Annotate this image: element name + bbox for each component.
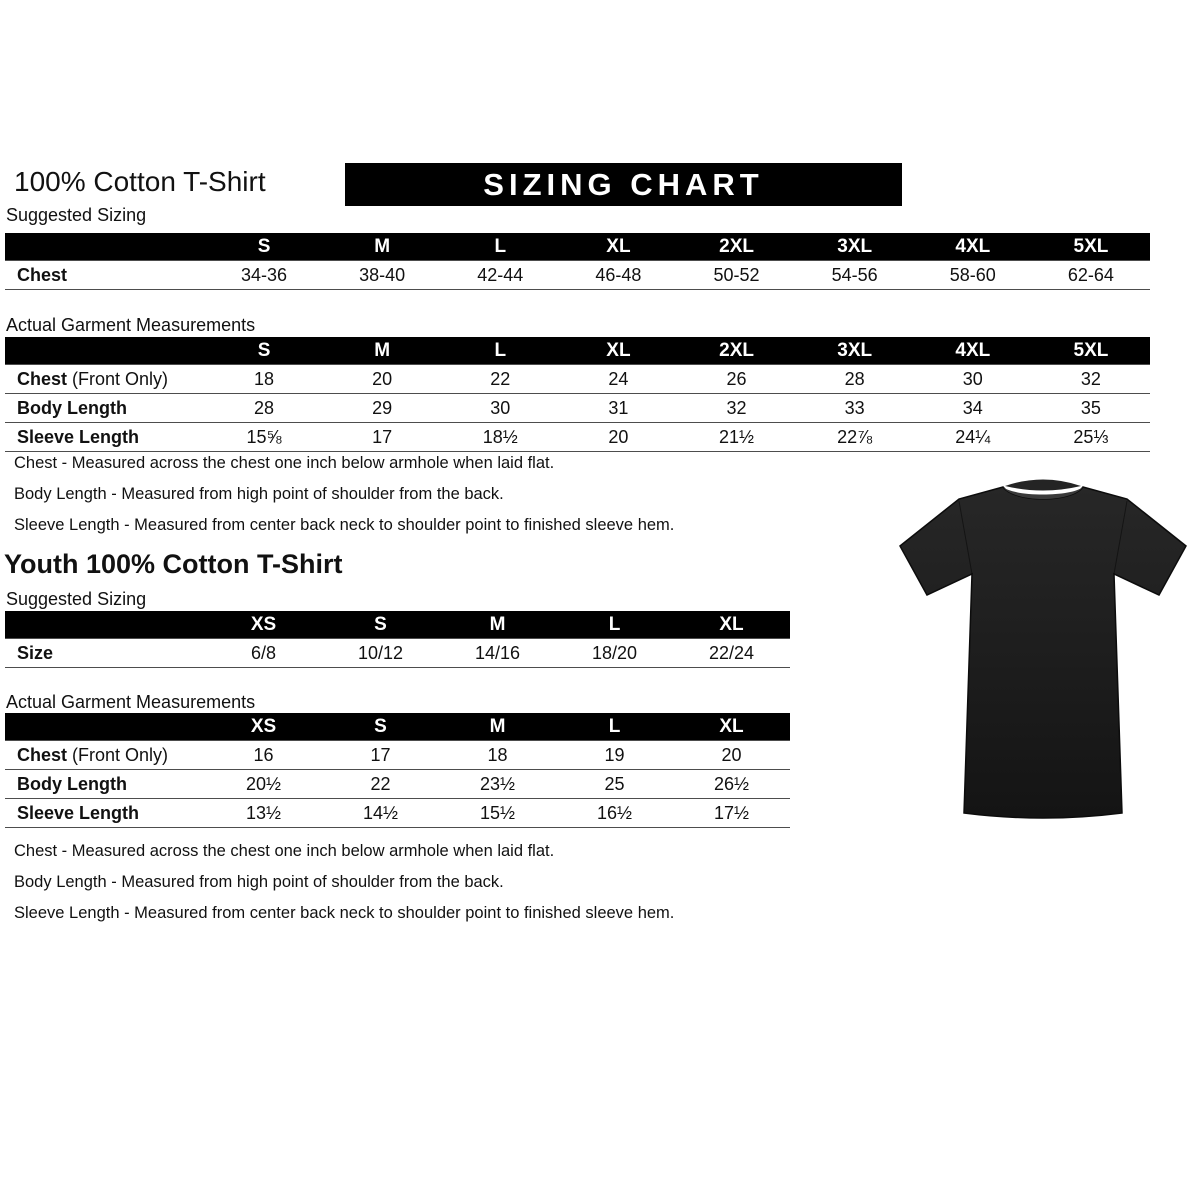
row-label: Chest [5, 261, 205, 290]
table-header-row [5, 713, 790, 741]
note-sleeve-length: Sleeve Length - Measured from center back neck to shoulder point to finished sleeve hem. [14, 904, 675, 922]
measurement-value: 17 [323, 423, 441, 452]
measurement-value: 20 [323, 365, 441, 394]
measurement-value: 31 [559, 394, 677, 423]
measurement-value: 25⅓ [1032, 423, 1150, 452]
adult-actual-measurements-table [5, 337, 1150, 452]
measurement-value: 26½ [673, 770, 790, 799]
measurement-value: 23½ [439, 770, 556, 799]
table-row [5, 639, 790, 668]
measurement-value: 33 [796, 394, 914, 423]
size-column-header: 4XL [914, 233, 1032, 261]
adult-suggested-sizing-table [5, 233, 1150, 290]
measurement-value: 62-64 [1032, 261, 1150, 290]
measurement-value: 14½ [322, 799, 439, 828]
measurement-value: 58-60 [914, 261, 1032, 290]
size-column-header: XL [559, 233, 677, 261]
table-row [5, 799, 790, 828]
size-column-header: 5XL [1032, 337, 1150, 365]
row-label: Size [5, 639, 205, 668]
measurement-value: 16 [205, 741, 322, 770]
measurement-value: 54-56 [796, 261, 914, 290]
measurement-value: 15½ [439, 799, 556, 828]
size-column-header: L [441, 233, 559, 261]
youth-actual-measurements-label: Actual Garment Measurements [6, 692, 256, 712]
measurement-value: 18 [205, 365, 323, 394]
measurement-value: 42-44 [441, 261, 559, 290]
size-column-header: 3XL [796, 233, 914, 261]
table-row [5, 770, 790, 799]
table-row [5, 741, 790, 770]
note-chest: Chest - Measured across the chest one inch below armhole when laid flat. [14, 454, 555, 472]
measurement-value: 20 [673, 741, 790, 770]
size-column-header: S [205, 233, 323, 261]
row-label-header [5, 611, 205, 639]
measurement-value: 25 [556, 770, 673, 799]
size-column-header: M [439, 611, 556, 639]
size-column-header: 3XL [796, 337, 914, 365]
measurement-value: 50-52 [678, 261, 796, 290]
measurement-value: 46-48 [559, 261, 677, 290]
note-sleeve-length: Sleeve Length - Measured from center back neck to shoulder point to finished sleeve hem. [14, 516, 675, 534]
youth-actual-measurements-table [5, 713, 790, 828]
measurement-value: 15⅝ [205, 423, 323, 452]
table-header-row [5, 233, 1150, 261]
measurement-value: 34-36 [205, 261, 323, 290]
measurement-value: 22 [322, 770, 439, 799]
size-column-header: 4XL [914, 337, 1032, 365]
note-chest: Chest - Measured across the chest one inch below armhole when laid flat. [14, 842, 555, 860]
size-column-header: XS [205, 611, 322, 639]
size-column-header: M [323, 233, 441, 261]
size-column-header: XL [673, 611, 790, 639]
measurement-value: 30 [914, 365, 1032, 394]
measurement-value: 18½ [441, 423, 559, 452]
measurement-value: 29 [323, 394, 441, 423]
youth-measurement-notes [14, 842, 674, 935]
measurement-value: 35 [1032, 394, 1150, 423]
adult-actual-measurements-label: Actual Garment Measurements [6, 315, 256, 335]
tshirt-product-image [893, 470, 1193, 832]
row-label: Sleeve Length [5, 423, 205, 452]
row-label: Body Length [5, 770, 205, 799]
measurement-value: 38-40 [323, 261, 441, 290]
measurement-value: 13½ [205, 799, 322, 828]
size-column-header: S [322, 713, 439, 741]
measurement-value: 18/20 [556, 639, 673, 668]
note-body-length: Body Length - Measured from high point of shoulder from the back. [14, 873, 504, 891]
measurement-value: 20½ [205, 770, 322, 799]
table-row [5, 423, 1150, 452]
measurement-value: 24 [559, 365, 677, 394]
size-column-header: M [439, 713, 556, 741]
measurement-value: 19 [556, 741, 673, 770]
measurement-value: 6/8 [205, 639, 322, 668]
size-column-header: 5XL [1032, 233, 1150, 261]
row-label: Sleeve Length [5, 799, 205, 828]
size-column-header: M [323, 337, 441, 365]
table-header-row [5, 611, 790, 639]
measurement-value: 20 [559, 423, 677, 452]
measurement-value: 18 [439, 741, 556, 770]
size-column-header: L [556, 713, 673, 741]
row-label: Body Length [5, 394, 205, 423]
measurement-value: 32 [678, 394, 796, 423]
measurement-value: 22⅞ [796, 423, 914, 452]
row-label-header [5, 337, 205, 365]
measurement-value: 26 [678, 365, 796, 394]
table-header-row [5, 337, 1150, 365]
size-column-header: 2XL [678, 233, 796, 261]
row-label: Chest (Front Only) [5, 741, 205, 770]
size-column-header: XL [559, 337, 677, 365]
measurement-value: 30 [441, 394, 559, 423]
measurement-value: 22 [441, 365, 559, 394]
youth-section-title: Youth 100% Cotton T-Shirt [4, 549, 343, 579]
row-label: Chest (Front Only) [5, 365, 205, 394]
youth-suggested-sizing-table [5, 611, 790, 668]
size-column-header: L [441, 337, 559, 365]
sizing-chart-banner: SIZING CHART [345, 163, 902, 206]
adult-suggested-sizing-label: Suggested Sizing [6, 205, 147, 225]
measurement-value: 14/16 [439, 639, 556, 668]
row-label-header [5, 233, 205, 261]
measurement-value: 32 [1032, 365, 1150, 394]
size-column-header: 2XL [678, 337, 796, 365]
measurement-value: 17½ [673, 799, 790, 828]
note-body-length: Body Length - Measured from high point of shoulder from the back. [14, 485, 504, 503]
size-column-header: S [205, 337, 323, 365]
table-row [5, 261, 1150, 290]
youth-suggested-sizing-label: Suggested Sizing [6, 589, 147, 609]
measurement-value: 28 [205, 394, 323, 423]
measurement-value: 10/12 [322, 639, 439, 668]
size-column-header: XS [205, 713, 322, 741]
measurement-value: 24¼ [914, 423, 1032, 452]
black-tshirt-graphic [893, 470, 1193, 832]
adult-measurement-notes [14, 454, 674, 547]
row-label-header [5, 713, 205, 741]
measurement-value: 22/24 [673, 639, 790, 668]
measurement-value: 17 [322, 741, 439, 770]
table-row [5, 394, 1150, 423]
size-column-header: L [556, 611, 673, 639]
measurement-value: 34 [914, 394, 1032, 423]
table-row [5, 365, 1150, 394]
measurement-value: 28 [796, 365, 914, 394]
size-column-header: S [322, 611, 439, 639]
measurement-value: 21½ [678, 423, 796, 452]
adult-section-title: 100% Cotton T-Shirt [14, 166, 266, 197]
measurement-value: 16½ [556, 799, 673, 828]
size-column-header: XL [673, 713, 790, 741]
